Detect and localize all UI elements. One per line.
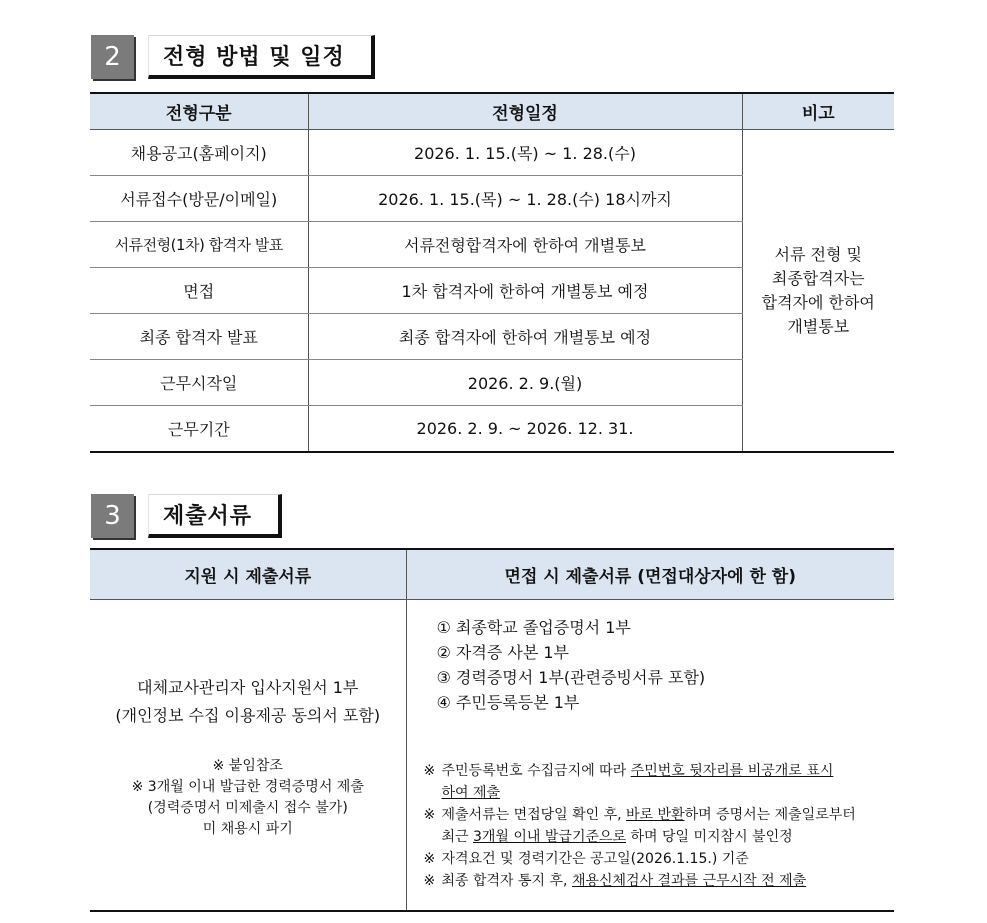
schedule-cell: 최종 합격자에 한하여 개별통보 예정 [308,314,742,360]
table-header-row [90,93,894,130]
schedule-cell: 1차 합격자에 한하여 개별통보 예정 [308,268,742,314]
remark-line: 합격자에 한하여 [761,292,875,312]
section-number: 3 [91,494,134,538]
note-item [424,870,895,892]
schedule-table [90,92,894,453]
table-row [90,600,894,912]
note-underlined-text: 바로 반환 [626,807,685,823]
stage-cell: 근무시작일 [90,360,308,406]
remark-line: 서류 전형 및 [774,244,862,264]
note-text: 주민등록번호 수집금지에 따라 [441,763,631,779]
section-title: 제출서류 [148,494,282,538]
remark-line: 개별통보 [787,316,850,336]
column-header: 비고 [742,93,894,130]
application-notes [90,756,406,840]
document-list [407,615,895,715]
list-item: ① 최종학교 졸업증명서 1부 [436,618,631,637]
column-header: 면접 시 제출서류 (면접대상자에 한 함) [406,549,894,600]
list-item: ② 자격증 사본 1부 [436,643,570,662]
note-text: 최종 합격자 통지 후, [441,873,572,889]
text-line: 대체교사관리자 입사지원서 1부 [137,678,359,697]
note-text: 최근 [441,829,473,845]
reference-mark: ※ [423,763,436,779]
note-text: 하며 증명서는 제출일로부터 [684,807,856,823]
text-line: 미 채용시 파기 [202,821,293,837]
note-underlined-text: 채용신체검사 결과를 근무시작 전 제출 [571,873,807,889]
note-item [424,760,895,782]
note-item [424,804,895,826]
application-form-text [90,674,406,730]
table-header-row [90,549,894,600]
note-underlined-text: 주민번호 뒷자리를 비공개로 표시 [630,763,834,779]
table-row [90,130,894,176]
remark-line: 최종합격자는 [771,268,865,288]
column-header: 전형구분 [90,93,308,130]
reference-mark: ※ [423,873,436,889]
stage-cell: 채용공고(홈페이지) [90,130,308,176]
interview-documents-cell [406,600,894,912]
note-underlined-text: 하여 제출 [441,785,501,801]
note-underlined-text: 3개월 이내 발급기준으로 [473,829,627,845]
stage-cell: 최종 합격자 발표 [90,314,308,360]
note-continuation [424,782,895,804]
schedule-cell: 2026. 2. 9. ~ 2026. 12. 31. [308,406,742,453]
documents-table [90,548,894,912]
note-text: 제출서류는 면접당일 확인 후, [441,807,627,823]
section-3-header [91,494,282,538]
interview-notes [407,760,895,892]
text-line: ※ 3개월 이내 발급한 경력증명서 제출 [131,779,364,795]
note-text: 하며 당일 미지참시 불인정 [626,829,793,845]
note-text: 자격요건 및 경력기간은 공고일(2026.1.15.) 기준 [441,851,749,867]
text-line: (개인정보 수집 이용제공 동의서 포함) [115,706,381,725]
section-2-header [91,35,375,79]
schedule-cell: 2026. 1. 15.(목) ~ 1. 28.(수) [308,130,742,176]
note-continuation [424,826,895,848]
column-header: 전형일정 [308,93,742,130]
schedule-cell: 2026. 2. 9.(월) [308,360,742,406]
text-line: ※ 붙임참조 [212,758,283,774]
column-header: 지원 시 제출서류 [90,549,406,600]
reference-mark: ※ [423,851,436,867]
stage-cell: 근무기간 [90,406,308,453]
section-title: 전형 방법 및 일정 [148,35,375,79]
text-line: (경력증명서 미제출시 접수 불가) [147,800,348,816]
remark-cell [742,130,894,453]
application-documents-cell [90,600,406,912]
stage-cell: 서류전형(1차) 합격자 발표 [90,222,308,268]
schedule-cell: 2026. 1. 15.(목) ~ 1. 28.(수) 18시까지 [308,176,742,222]
reference-mark: ※ [423,807,436,823]
stage-cell: 서류접수(방문/이메일) [90,176,308,222]
list-item: ④ 주민등록등본 1부 [436,693,580,712]
schedule-cell: 서류전형합격자에 한하여 개별통보 [308,222,742,268]
stage-cell: 면접 [90,268,308,314]
note-item [424,848,895,870]
list-item: ③ 경력증명서 1부(관련증빙서류 포함) [436,668,706,687]
section-number: 2 [91,35,134,79]
